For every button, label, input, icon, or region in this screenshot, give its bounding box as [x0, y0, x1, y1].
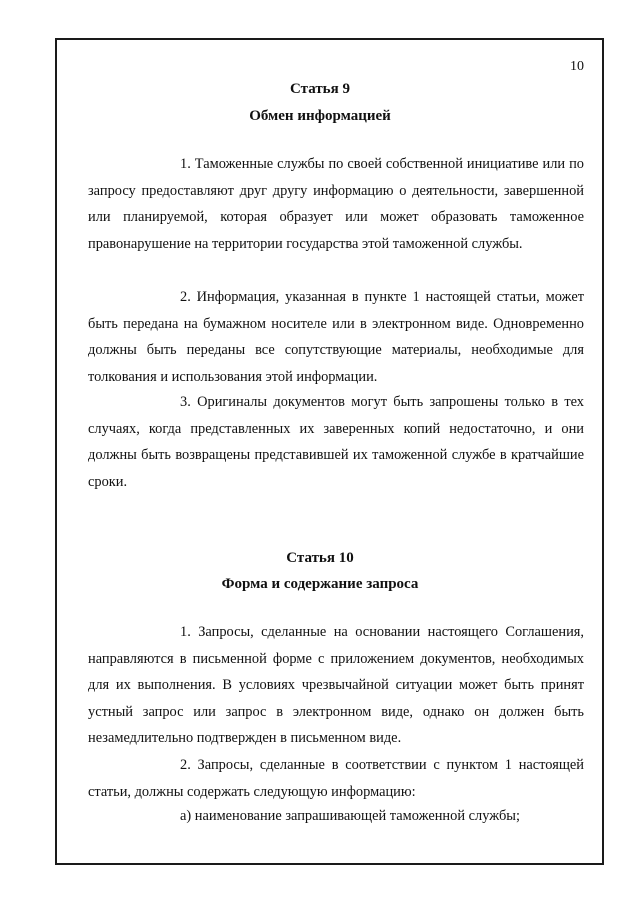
article-9-paragraph-2: 2. Информация, указанная в пункте 1 настоящей статьи, может быть передана на бумажном носителе или в электронном виде. Одновременно должны быть переданы все сопутствующие материалы, необходимые для толкования и использования этой информации.	[88, 289, 584, 385]
article-9-subtitle: Обмен информацией	[249, 108, 391, 124]
article-9-paragraph-1: 1. Таможенные службы по своей собственной инициативе или по запросу предоставляют друг другу информацию о деятельности, завершенной или планируемой, которая образует или может образовать таможенное правонарушение на территории государства этой таможенной службы.	[88, 156, 584, 252]
article-10-item-a: а) наименование запрашивающей таможенной службы;	[180, 808, 520, 824]
article-9-paragraph-3: 3. Оригиналы документов могут быть запрошены только в тех случаях, когда представленных их заверенных копий недостаточно, и они должны быть возвращены представившей их таможенной службе в кратчайшие сроки.	[88, 394, 584, 490]
article-10-subtitle: Форма и содержание запроса	[221, 576, 419, 592]
page-number: 10	[570, 59, 584, 74]
article-10-paragraph-1: 1. Запросы, сделанные на основании настоящего Соглашения, направляются в письменной форме с приложением документов, необходимых для их выполнения. В условиях чрезвычайной ситуации может быть принят устный запрос или запрос в электронном виде, однако он должен быть незамедлительно подтвержден в письменном виде.	[88, 624, 584, 746]
article-9-title: Статья 9	[290, 81, 350, 97]
article-10-paragraph-2: 2. Запросы, сделанные в соответствии с пунктом 1 настоящей статьи, должны содержать следующую информацию:	[88, 757, 584, 800]
article-10-title: Статья 10	[286, 550, 354, 566]
